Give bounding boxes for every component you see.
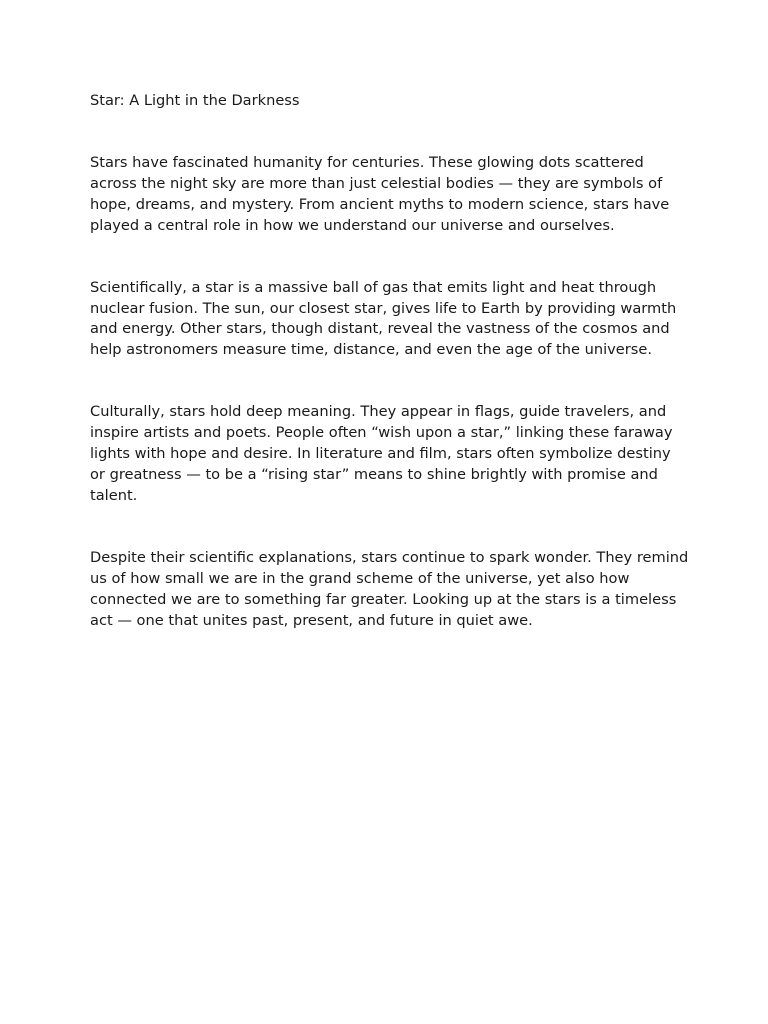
document-page <box>90 90 690 672</box>
paragraph-wonder: Despite their scientific explanations, stars continue to spark wonder. They remind us of how small we are in the grand scheme of the universe, yet also how connected we are to something far greater. Looking up at the stars is a timeless act — one that unites past, present, and future in quiet awe. <box>90 548 689 629</box>
paragraph-culture: Culturally, stars hold deep meaning. They appear in flags, guide travelers, and inspire artists and poets. People often “wish upon a star,” linking these faraway lights with hope and desire. In literature and film, stars often symbolize destiny or greatness — to be a “rising star” means to shine brightly with promise and talent. <box>90 403 673 504</box>
document-title: Star: A Light in the Darkness <box>90 92 300 109</box>
paragraph-science: Scientifically, a star is a massive ball of gas that emits light and heat through nuclear fusion. The sun, our closest star, gives life to Earth by providing warmth and energy. Other stars, though distant, reveal the vastness of the cosmos and help astronomers measure time, distance, and even the age of the universe. <box>90 278 677 359</box>
paragraph-intro: Stars have fascinated humanity for centuries. These glowing dots scattered across the night sky are more than just celestial bodies — they are symbols of hope, dreams, and mystery. From ancient myths to modern science, stars have played a central role in how we understand our universe and ourselves. <box>90 154 670 234</box>
